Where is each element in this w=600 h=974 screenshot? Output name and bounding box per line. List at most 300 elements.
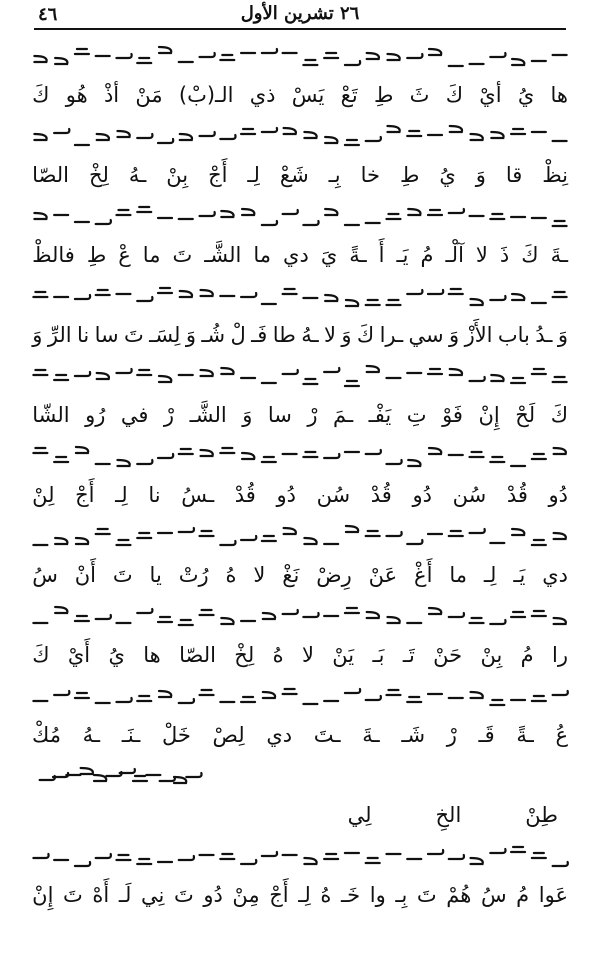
neume-mark [386,690,400,695]
neume-mark [470,529,485,533]
neume-mark [471,692,483,698]
syllable: تَ [416,882,437,907]
neume-mark [55,538,67,544]
neume-mark [158,139,173,143]
neume-mark [428,290,443,294]
neume-mark [512,294,524,300]
neume-mark [407,697,421,702]
neume-mark [367,612,379,618]
neume-mark [346,526,358,532]
syllable: تَعْ [340,82,358,107]
neume-mark [450,369,462,375]
neume-mark [471,299,483,305]
neume-mark [96,220,111,224]
neume-mark [366,858,380,863]
neume-mark [33,370,47,375]
neume-mark [137,370,151,375]
syllable: قا [505,162,523,187]
neume-mark [179,528,194,532]
neume-notation [30,194,570,238]
syllable: ذَ [499,242,510,267]
syllable: هُ [272,642,284,667]
syllable: لا [301,642,314,667]
syllable: لا [475,242,488,267]
syllable: كَ [32,642,50,667]
syllable-row [30,318,570,352]
chant-text [30,34,570,914]
neume-mark [33,292,47,297]
neume-mark [186,773,201,777]
syllable: ها [550,82,568,107]
syllable: كَ [521,242,539,267]
neume-mark [263,692,275,698]
neume-mark [81,768,93,774]
neume-mark [554,448,566,454]
neume-mark [117,460,129,466]
neume-mark [407,54,422,58]
neume-mark [511,612,525,617]
neume-mark [54,375,68,380]
neume-mark [200,690,214,695]
neume-mark [345,61,360,65]
syllable: دُو [548,482,568,507]
neume-mark [221,618,233,624]
neume-mark [75,616,89,621]
syllable: دُو [203,882,223,907]
neume-mark [75,862,90,866]
syllable: الصّا [179,642,216,667]
syllable: قُدْ [506,482,528,507]
syllable: بِـ [395,882,408,907]
neume-mark [201,450,213,456]
neume-mark [553,691,568,695]
syllable: يَ [320,242,338,267]
syllable: فَوْ [442,402,463,427]
neume-mark [407,290,422,294]
chant-line [30,754,570,834]
neume-mark [54,457,68,462]
syllable: يَفْـ [368,402,392,427]
neume-mark [386,460,401,464]
neume-mark [179,699,194,703]
syllable: نا [148,482,161,507]
neume-mark [96,615,111,619]
neume-mark [512,529,524,535]
syllable: بِـ [328,162,341,187]
syllable: لِنْ [32,482,55,507]
neume-mark [449,855,464,859]
syllable-row [30,638,570,672]
neume-mark [345,381,359,386]
syllable: أَ [378,242,385,267]
neume-mark [345,140,359,145]
syllable: إِنْ [32,882,54,907]
syllable-row [30,718,570,752]
syllable: ما [449,562,467,587]
neume-mark [303,379,317,384]
neume-mark [386,300,400,305]
neume-mark [532,696,546,701]
neume-mark [201,290,213,296]
syllable: ـةً [516,722,534,747]
neume-mark [553,377,567,382]
syllable: نَغْ [282,562,300,587]
syllable: ـسُ [181,482,215,507]
neume-mark [386,532,401,536]
syllable: ثَ [409,82,430,107]
neume-mark [283,370,298,374]
syllable: سي [408,322,444,347]
chant-line [30,354,570,434]
syllable: الأَزْ [464,322,493,347]
neume-mark [471,134,483,140]
neume-mark [174,777,186,783]
neume-mark [34,134,46,140]
neume-mark [471,858,483,864]
neume-mark [346,300,358,306]
neume-mark [221,211,233,217]
neume-mark [241,293,256,297]
neume-mark [200,53,215,57]
neume-mark [262,536,276,541]
neume-mark [490,457,504,462]
neume-mark [97,134,109,140]
syllable: تَـ [402,642,415,667]
neume-mark [34,56,46,62]
syllable: مُ [516,882,530,907]
syllable-row [30,798,570,832]
syllable: قَـ [478,722,495,747]
neume-mark [553,862,568,866]
syllable: را [552,642,568,667]
syllable: طِ [373,82,394,107]
neume-mark [179,620,193,625]
neume-mark [33,448,47,453]
neume-mark [158,454,173,458]
syllable: بِنْ [166,162,189,187]
syllable: أَهْ [92,882,110,907]
syllable: نا [77,322,90,347]
syllable: يَسْ [291,82,325,107]
neume-mark [34,213,46,219]
syllable: هُو [65,82,88,107]
syllable: كَ [32,82,50,107]
syllable: ذي [249,82,276,107]
neume-mark [133,776,147,781]
neume-mark [450,126,462,132]
syllable: كَ [356,322,375,347]
syllable: يا [149,562,162,587]
neume-mark [180,134,192,140]
syllable: وا [369,882,386,907]
neume-mark [159,376,171,382]
syllable: هُ [320,882,332,907]
neume-mark [429,448,441,454]
syllable: يَنْ [332,642,355,667]
syllable: خَـ [341,882,361,907]
syllable: أَنْ [74,562,96,587]
neume-mark [303,452,317,457]
syllable: باب [497,322,530,347]
neume-mark [75,295,90,299]
syllable: ما [142,242,161,267]
neume-mark [158,288,172,293]
syllable: ـمَ [333,402,354,427]
syllable: سُ [32,562,58,587]
syllable: دي [283,242,309,267]
neume-mark [180,291,192,297]
neume-notation [30,274,570,318]
syllable: أَجْ [75,482,95,507]
syllable: لِـ [247,162,260,187]
syllable: لا [324,322,336,347]
syllable: دي [266,722,293,747]
neume-mark [200,212,215,216]
neume-mark [241,697,255,702]
syllable: وَ [449,322,460,347]
neume-mark [220,541,235,545]
syllable: أيْ [479,82,502,107]
neume-mark [159,691,171,697]
neume-mark [511,129,525,134]
neume-mark [490,620,505,624]
syllable: تَ [63,882,83,907]
neume-mark [241,860,256,864]
neume-mark [283,610,298,614]
neume-notation [30,834,570,878]
syllable: ـدُ [535,322,553,347]
syllable: مِنْ [232,882,260,907]
syllable: قُدْ [234,482,256,507]
syllable: سا [267,402,292,427]
syllable-row [30,78,570,112]
neume-mark [201,370,213,376]
neume-mark [137,859,151,864]
syllable: خا [360,162,380,187]
neume-mark [345,608,359,613]
neume-mark [262,128,277,132]
syllable: آلْـ [445,242,464,267]
syllable: ها [143,642,161,667]
syllable: رُتْ [178,562,209,587]
neume-mark [179,856,194,860]
syllable: رِضْ [316,562,352,587]
syllable: حَنْ [433,642,463,667]
neume-mark [137,58,151,63]
syllable: فالظْ [32,242,75,267]
syllable: سا [94,322,119,347]
syllable: طِ [399,162,420,187]
syllable: الخِ [435,802,462,827]
syllable: ـهُ [82,722,101,747]
neume-mark [241,536,256,540]
syllable: دُو [412,482,432,507]
syllable: طِنْ [525,802,558,827]
neume-mark [366,137,381,141]
neume-mark [554,533,566,539]
syllable: لِي [347,802,372,827]
syllable-row [30,158,570,192]
syllable: عَوا [538,882,568,907]
neume-mark [220,55,234,60]
syllable: تَ [173,882,194,907]
neume-mark [179,449,193,454]
neume-mark [200,531,214,536]
neume-notation [30,514,570,558]
neume-mark [116,540,130,545]
neume-mark [200,610,214,615]
neume-mark [283,210,298,214]
syllable: مُكْ [32,722,61,747]
neume-mark [137,297,152,301]
neume-mark [490,214,504,219]
neume-mark [284,528,296,534]
page-header [34,2,566,30]
neume-mark [324,854,338,859]
syllable: تَ [172,242,193,267]
neume-mark [262,49,277,53]
neume-mark [284,128,296,134]
syllable-row [30,558,570,592]
chant-line [30,434,570,514]
neume-mark [160,777,175,781]
neume-mark [75,49,89,54]
neume-mark [490,53,505,57]
syllable: طِ [86,242,107,267]
chant-line [30,674,570,754]
syllable: مَنْ [135,82,163,107]
neume-mark [386,214,400,219]
neume-mark [511,847,525,852]
syllable: تَ [112,562,133,587]
neume-mark [490,849,505,853]
neume-mark [220,135,235,139]
neume-mark [76,538,88,544]
neume-mark [242,209,254,215]
syllable: الصّا [32,162,70,187]
page-number: ٤٦ [38,4,58,25]
syllable: نِي [141,882,165,907]
syllable: شَـ [401,722,426,747]
syllable: الشَّـ [204,242,242,267]
syllable: دي [542,562,568,587]
syllable: هُ [225,562,237,587]
neume-mark [428,850,443,854]
chant-line [30,194,570,274]
neume-mark [324,454,339,458]
syllable: شَعْ [279,162,309,187]
neume-mark [137,207,151,212]
syllable: لِـ [298,882,311,907]
syllable: سُن [452,482,487,507]
neume-mark [158,617,172,622]
syllable: الرِّ [47,322,72,347]
syllable: ما [253,242,272,267]
neume-mark [366,531,380,536]
neume-mark [428,210,442,215]
neume-notation [30,434,570,478]
neume-mark [387,126,399,132]
neume-mark [54,129,69,133]
syllable: لْ [230,322,246,347]
neume-mark [512,59,524,65]
syllable: لا [253,562,266,587]
neume-mark [96,290,110,295]
syllable-row [30,238,570,272]
neume-mark [491,375,503,381]
neume-mark [366,300,380,305]
syllable: فَـ [251,322,268,347]
syllable: يُ [108,642,125,667]
neume-mark [262,221,277,225]
neume-mark [324,53,338,58]
neume-mark [532,540,546,545]
neume-mark [366,696,381,700]
syllable: هُمْ [446,882,472,907]
running-head: ٢٦ تشرين الأول [240,3,360,24]
neume-mark [137,696,151,701]
syllable: لِـ [115,482,128,507]
syllable: سُ [480,882,507,907]
chant-line [30,274,570,354]
syllable: الشَّـ [189,402,227,427]
neume-mark [221,368,233,374]
neume-mark [449,613,464,617]
syllable: بَـ [372,642,385,667]
neume-mark [366,450,381,454]
neume-mark [553,221,567,226]
neume-mark [303,221,318,225]
syllable: إِنْ [478,402,500,427]
neume-mark [116,210,130,215]
neume-mark [449,289,463,294]
neume-mark [54,691,69,695]
syllable: رْ [307,402,318,427]
syllable: كَ [445,82,463,107]
neume-notation [30,594,570,638]
syllable-row [30,398,570,432]
syllable: طا [272,322,296,347]
syllable: أَغْ [414,562,433,587]
neume-mark [137,533,151,538]
neume-mark [117,131,129,137]
neume-mark [532,853,546,858]
neume-mark [304,858,316,864]
syllable: الشّا [32,402,70,427]
neume-mark [96,529,110,534]
neume-mark [387,54,399,60]
syllable: في [120,402,149,427]
syllable: كَ [550,402,568,427]
neume-mark [491,132,503,138]
neume-mark [263,613,275,619]
syllable: ـةً [349,242,367,267]
syllable: لِخْ [234,642,255,667]
neume-mark [116,369,131,373]
syllable: دُو [276,482,296,507]
neume-mark [324,368,339,372]
syllable: لَحْ [515,402,536,427]
neume-mark [76,447,88,453]
neume-notation [30,674,570,718]
syllable: رْ [163,402,175,427]
chant-line [30,34,570,114]
syllable: قُدْ [370,482,392,507]
neume-mark [159,47,171,53]
neume-mark [532,454,546,459]
neume-notation [30,354,570,398]
syllable: أَيْ [67,642,91,667]
